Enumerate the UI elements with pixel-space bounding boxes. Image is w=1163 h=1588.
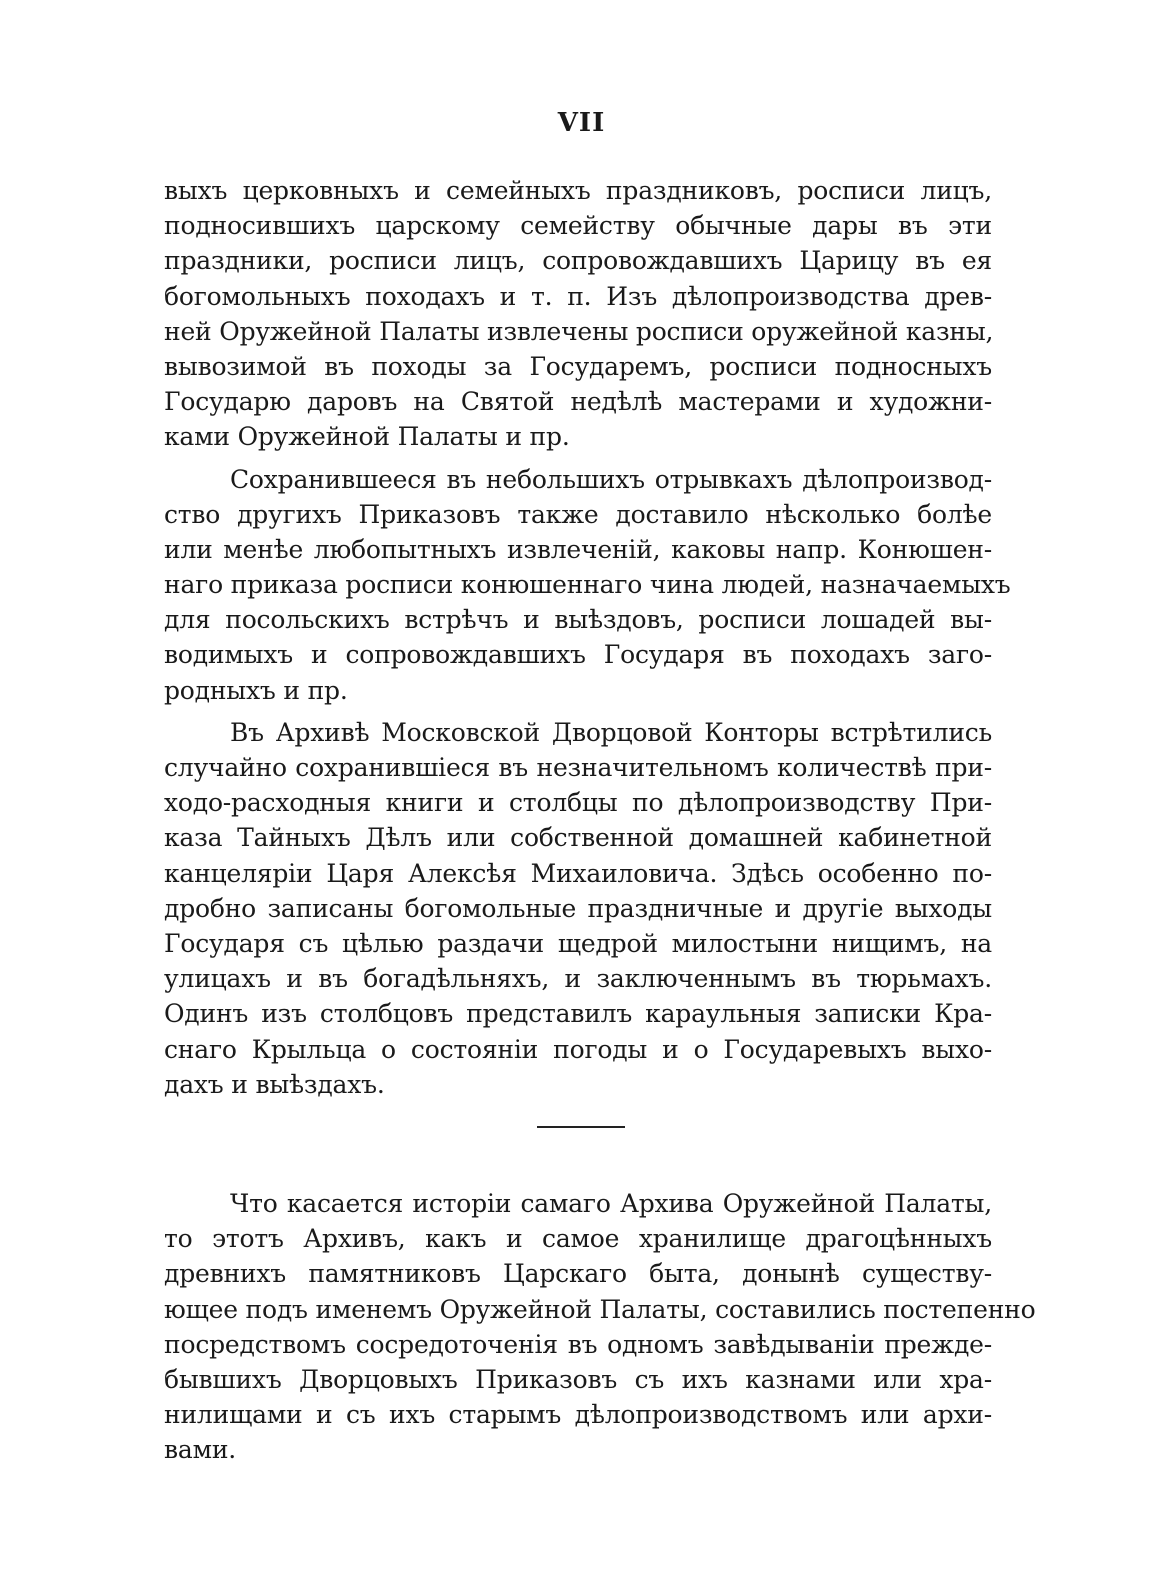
text-line: подносившихъ царскому семейству обычные дары въ эти xyxy=(164,211,992,241)
text-line: канцеляріи Царя Алексѣя Михаиловича. Здѣсь особенно по- xyxy=(164,858,992,888)
text-line: снаго Крыльца о состояніи погоды и о Государевыхъ выхо- xyxy=(164,1034,992,1064)
text-line: бывшихъ Дворцовыхъ Приказовъ съ ихъ казнами или хра- xyxy=(164,1364,992,1394)
text-line: ющее подъ именемъ Оружейной Палаты, составились постепенно xyxy=(164,1294,1036,1324)
text-block-upper xyxy=(164,173,1011,1109)
text-line: вами. xyxy=(164,1435,237,1465)
text-line: дробно записаны богомольные праздничные и другіе выходы xyxy=(164,893,992,923)
text-line: Государя съ цѣлью раздачи щедрой милостыни нищимъ, на xyxy=(164,928,992,958)
paragraph xyxy=(164,173,992,455)
text-line: вывозимой въ походы за Государемъ, росписи подносныхъ xyxy=(164,351,992,381)
paragraph xyxy=(164,462,1011,708)
paragraph xyxy=(164,1186,1036,1468)
text-line: Сохранившееся въ небольшихъ отрывкахъ дѣлопроизвод- xyxy=(230,464,992,494)
text-line: праздники, росписи лицъ, сопровождавшихъ Царицу въ ея xyxy=(164,246,992,276)
text-line: Государю даровъ на Святой недѣлѣ мастерами и художни- xyxy=(164,387,992,417)
text-line: для посольскихъ встрѣчъ и выѣздовъ, росписи лошадей вы- xyxy=(164,605,992,635)
text-line: ней Оружейной Палаты извлечены росписи оружейной казны, xyxy=(164,316,994,346)
text-line: Одинъ изъ столбцовъ представилъ караульныя записки Кра- xyxy=(164,999,992,1029)
text-line: посредствомъ сосредоточенія въ одномъ завѣдываніи прежде- xyxy=(164,1329,992,1359)
text-line: то этотъ Архивъ, какъ и самое хранилище драгоцѣнныхъ xyxy=(164,1224,992,1254)
text-block-lower xyxy=(164,1186,1036,1475)
text-line: случайно сохранившіеся въ незначительномъ количествѣ при- xyxy=(164,753,992,782)
text-line: родныхъ и пр. xyxy=(164,675,348,705)
page-number: VII xyxy=(557,108,606,138)
text-line: Въ Архивѣ Московской Дворцовой Конторы встрѣтились xyxy=(230,717,992,747)
text-line: дахъ и выѣздахъ. xyxy=(164,1069,385,1099)
text-line: нилищами и съ ихъ старымъ дѣлопроизводствомъ или архи- xyxy=(164,1400,992,1430)
text-line: или менѣе любопытныхъ извлеченій, каковы напр. Конюшен- xyxy=(164,534,992,564)
text-line: ство другихъ Приказовъ также доставило нѣсколько болѣе xyxy=(164,499,992,529)
text-line: каза Тайныхъ Дѣлъ или собственной домашней кабинетной xyxy=(164,823,992,853)
text-line: выхъ церковныхъ и семейныхъ праздниковъ, росписи лицъ, xyxy=(164,176,992,205)
text-line: богомольныхъ походахъ и т. п. Изъ дѣлопроизводства древ- xyxy=(164,281,992,311)
text-line: древнихъ памятниковъ Царскаго быта, донынѣ существу- xyxy=(164,1259,992,1289)
section-divider xyxy=(537,1126,625,1128)
paragraph xyxy=(164,715,992,1102)
text-line: улицахъ и въ богадѣльняхъ, и заключеннымъ въ тюрьмахъ. xyxy=(164,964,992,994)
text-line: ходо-расходныя книги и столбцы по дѣлопроизводству При- xyxy=(164,788,992,818)
text-line: ками Оружейной Палаты и пр. xyxy=(164,422,570,452)
text-line: наго приказа росписи конюшеннаго чина людей, назначаемыхъ xyxy=(164,570,1011,600)
text-line: водимыхъ и сопровождавшихъ Государя въ походахъ заго- xyxy=(164,640,992,670)
text-line: Что касается исторіи самаго Архива Оружейной Палаты, xyxy=(230,1189,992,1218)
